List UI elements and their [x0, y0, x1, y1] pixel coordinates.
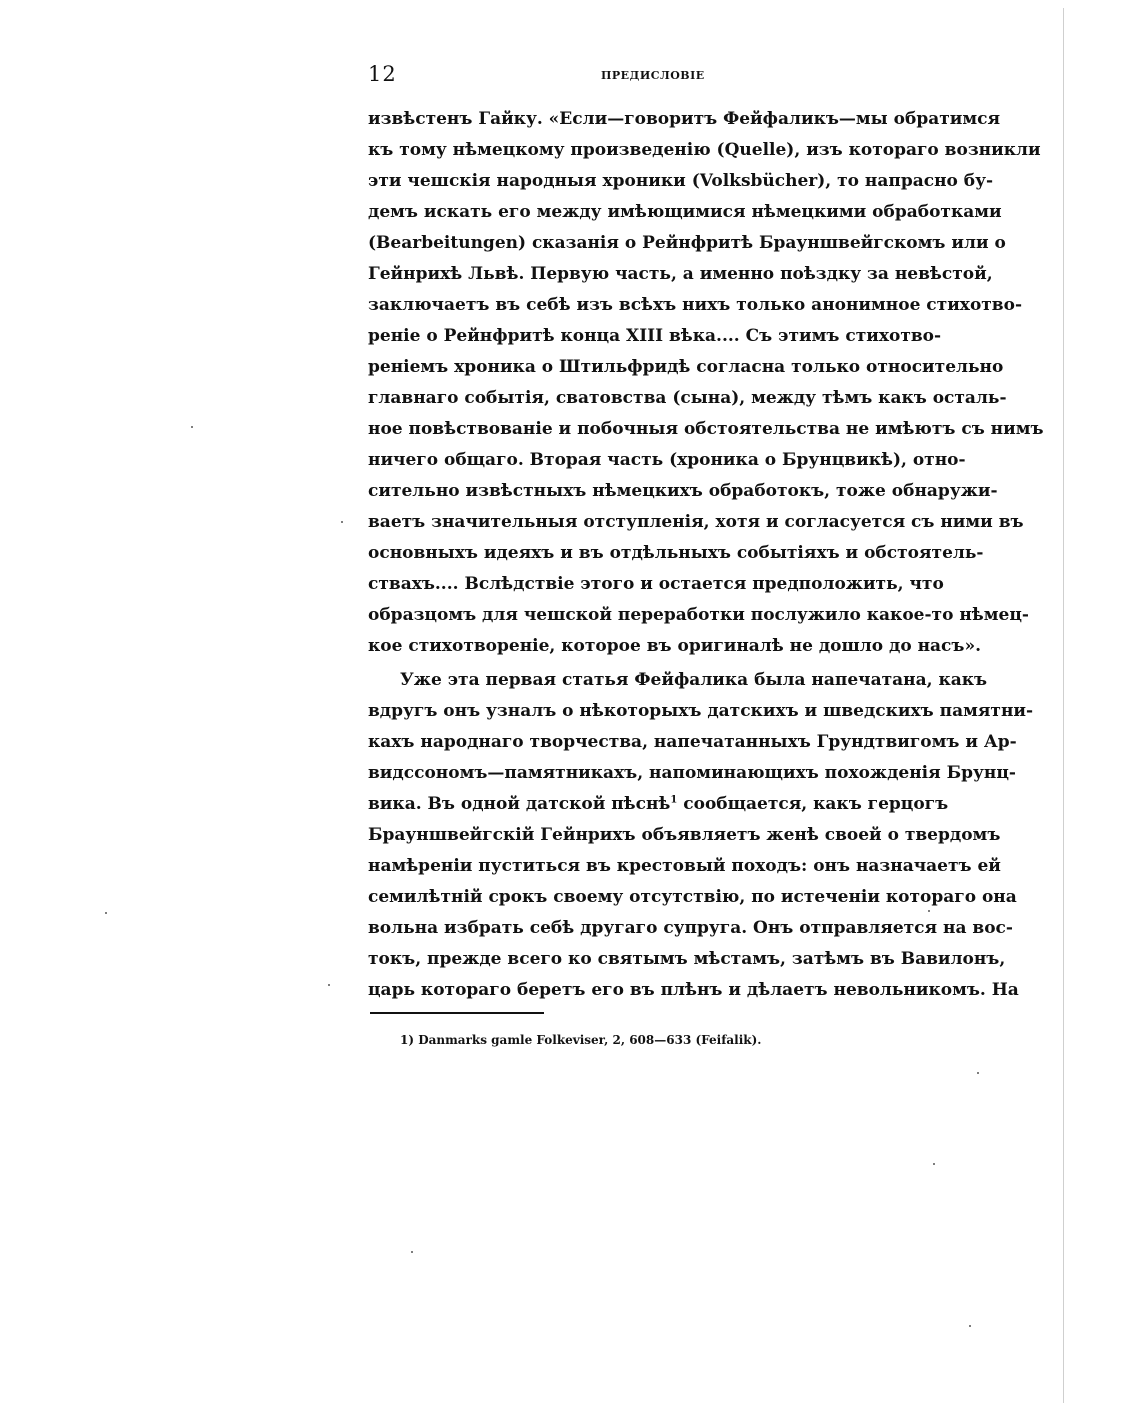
page-number: 12 — [368, 62, 397, 86]
text-line: токъ, прежде всего ко святымъ мѣстамъ, затѣмъ въ Вавилонъ, — [368, 949, 1006, 969]
text-line: Брауншвейгскій Гейнрихъ объявляетъ женѣ своей о твердомъ — [368, 825, 1001, 845]
scan-speck — [933, 1163, 935, 1165]
text-line: образцомъ для чешской переработки послужило какое-то нѣмец- — [368, 605, 1029, 625]
scan-speck — [105, 912, 107, 914]
text-line: Гейнрихѣ Львѣ. Первую часть, а именно поѣздку за невѣстой, — [368, 264, 993, 284]
text-line: царь котораго беретъ его въ плѣнъ и дѣлаетъ невольникомъ. На — [368, 980, 1019, 1000]
text-line: сительно извѣстныхъ нѣмецкихъ обработокъ, тоже обнаружи- — [368, 481, 998, 501]
main-text — [368, 104, 1044, 1006]
paragraph-1 — [368, 104, 1044, 662]
text-line: намѣреніи пуститься въ крестовый походъ: онъ назначаетъ ей — [368, 856, 1001, 876]
text-line: (Bearbeitungen) сказанія о Рейнфритѣ Брауншвейгскомъ или о — [368, 233, 1006, 253]
text-line: главнаго событія, сватовства (сына), между тѣмъ какъ осталь- — [368, 388, 1007, 408]
text-line: ное повѣствованіе и побочныя обстоятельства не имѣютъ съ нимъ — [368, 419, 1044, 439]
page-edge-line — [1063, 8, 1064, 1403]
footnote-divider — [370, 1012, 544, 1014]
scan-speck — [341, 521, 343, 523]
footnote: 1) Danmarks gamle Folkeviser, 2, 608—633 (Feifalik). — [400, 1033, 762, 1047]
text-line: ничего общаго. Вторая часть (хроника о Брунцвикѣ), отно- — [368, 450, 966, 470]
text-line: кахъ народнаго творчества, напечатанныхъ Грундтвигомъ и Ар- — [368, 732, 1017, 752]
text-line: вдругъ онъ узналъ о нѣкоторыхъ датскихъ и шведскихъ памятни- — [368, 701, 1034, 721]
text-line: ваетъ значительныя отступленія, хотя и согласуется съ ними въ — [368, 512, 1024, 532]
text-line: къ тому нѣмецкому произведенію (Quelle), изъ котораго возникли — [368, 140, 1041, 160]
text-line: заключаетъ въ себѣ изъ всѣхъ нихъ только анонимное стихотво- — [368, 295, 1023, 315]
scan-speck — [969, 1325, 971, 1327]
text-line: основныхъ идеяхъ и въ отдѣльныхъ событіяхъ и обстоятель- — [368, 543, 984, 563]
text-line: извѣстенъ Гайку. «Если—говоритъ Фейфаликъ—мы обратимся — [368, 109, 1001, 129]
scan-speck — [977, 1072, 979, 1074]
line-segment: вика. Въ одной датской пѣснѣ — [368, 794, 671, 814]
paragraph-2 — [368, 665, 1034, 1006]
scan-speck — [928, 910, 930, 912]
line-segment: сообщается, какъ герцогъ — [677, 794, 949, 814]
text-line: вольна избрать себѣ другаго супруга. Онъ отправляется на вос- — [368, 918, 1013, 938]
running-title: ПРЕДИСЛОВІЕ — [601, 69, 705, 82]
text-line: реніемъ хроника о Штильфридѣ согласна только относительно — [368, 357, 1004, 377]
text-line: ствахъ.... Вслѣдствіе этого и остается предположить, что — [368, 574, 944, 594]
footnote-reference: 1 — [670, 794, 678, 806]
scan-speck — [191, 426, 193, 428]
text-line: видссономъ—памятникахъ, напоминающихъ похожденія Брунц- — [368, 763, 1016, 783]
scan-speck — [411, 1251, 413, 1253]
page-header — [368, 62, 918, 92]
text-line: эти чешскія народныя хроники (Volksbücher), то напрасно бу- — [368, 171, 994, 191]
scan-speck — [328, 984, 330, 986]
text-line-with-footnote-mark — [368, 789, 949, 820]
text-line: семилѣтній срокъ своему отсутствію, по истеченіи котораго она — [368, 887, 1017, 907]
text-line: демъ искать его между имѣющимися нѣмецкими обработками — [368, 202, 1002, 222]
text-line: Уже эта первая статья Фейфалика была напечатана, какъ — [400, 670, 988, 690]
text-line: кое стихотвореніе, которое въ оригиналѣ не дошло до насъ». — [368, 636, 981, 656]
text-line: реніе о Рейнфритѣ конца XIII вѣка.... Съ этимъ стихотво- — [368, 326, 942, 346]
